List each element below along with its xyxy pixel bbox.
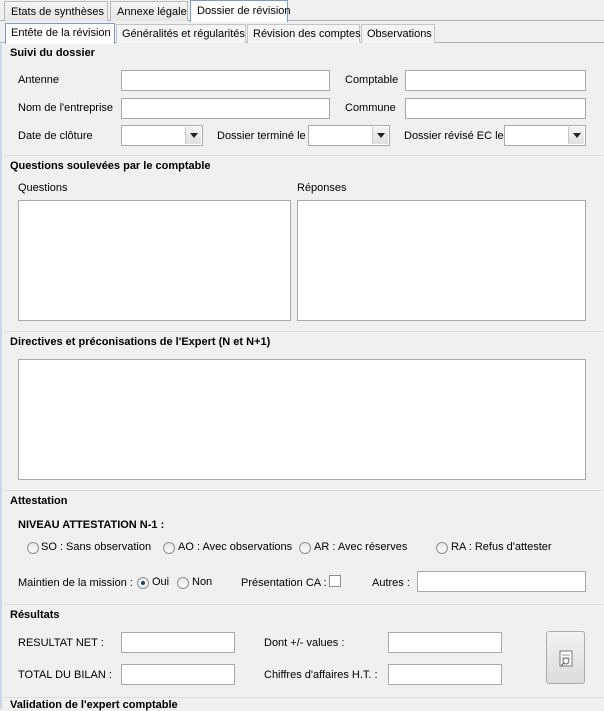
radio-oui-label: Oui: [152, 576, 170, 588]
radio-maintien-non[interactable]: [177, 577, 189, 589]
subtab-observations[interactable]: Observations: [361, 24, 435, 43]
chiffres-affaires-label: Chiffres d'affaires H.T. :: [264, 669, 378, 681]
total-bilan-label: TOTAL DU BILAN :: [18, 669, 112, 681]
autres-label: Autres :: [372, 577, 410, 589]
subtab-revision-comptes[interactable]: Révision des comptes: [247, 24, 360, 43]
commune-input[interactable]: [405, 98, 586, 119]
date-cloture-label: Date de clôture: [18, 130, 93, 142]
comptable-label: Comptable: [345, 74, 399, 86]
left-rule: [0, 44, 2, 709]
tab-etats-syntheses[interactable]: Etats de synthèses: [4, 1, 108, 21]
section-questions-title: Questions soulevées par le comptable: [10, 160, 211, 172]
autres-input[interactable]: [417, 571, 586, 592]
antenne-label: Antenne: [18, 74, 59, 86]
radio-ar[interactable]: [299, 542, 311, 554]
tab-dossier-revision[interactable]: Dossier de révision: [190, 0, 288, 22]
radio-maintien-oui[interactable]: [137, 577, 149, 589]
radio-ao-label: AO : Avec observations: [178, 541, 293, 553]
questions-label: Questions: [18, 182, 68, 194]
section-attestation-title: Attestation: [10, 495, 68, 507]
divider: [4, 331, 602, 332]
reponses-label: Réponses: [297, 182, 347, 194]
questions-textarea[interactable]: [18, 200, 291, 321]
subtab-entete[interactable]: Entête de la révision: [5, 23, 115, 44]
dont-values-input[interactable]: [388, 632, 502, 653]
dossier-termine-label: Dossier terminé le: [217, 130, 306, 142]
presentation-ca-checkbox[interactable]: [329, 575, 341, 587]
report-button[interactable]: [546, 631, 585, 684]
radio-ar-label: AR : Avec réserves: [314, 541, 408, 553]
subtab-generalites[interactable]: Généralités et régularités: [116, 24, 246, 43]
resultat-net-input[interactable]: [121, 632, 235, 653]
divider: [4, 604, 602, 605]
commune-label: Commune: [345, 102, 396, 114]
resultat-net-label: RESULTAT NET :: [18, 637, 104, 649]
chiffres-affaires-input[interactable]: [388, 664, 502, 685]
section-validation-title: Validation de l'expert comptable: [10, 699, 178, 711]
nom-entreprise-input[interactable]: [121, 98, 330, 119]
radio-non-label: Non: [192, 576, 213, 588]
maintien-mission-label: Maintien de la mission :: [18, 577, 133, 589]
radio-ra[interactable]: [436, 542, 448, 554]
directives-textarea[interactable]: [18, 359, 586, 480]
chevron-down-icon[interactable]: [372, 127, 388, 144]
radio-ao[interactable]: [163, 542, 175, 554]
dossier-revise-combo[interactable]: [504, 125, 586, 146]
tab-annexe-legale[interactable]: Annexe légale: [110, 1, 188, 21]
divider: [4, 697, 602, 698]
section-resultats-title: Résultats: [10, 609, 60, 621]
radio-so[interactable]: [27, 542, 39, 554]
reponses-textarea[interactable]: [297, 200, 586, 321]
nom-entreprise-label: Nom de l'entreprise: [18, 102, 114, 114]
presentation-ca-label: Présentation CA :: [241, 577, 327, 589]
radio-so-label: SO : Sans observation: [41, 541, 152, 553]
report-icon: [547, 632, 586, 685]
dossier-revise-label: Dossier révisé EC le: [404, 130, 504, 142]
radio-ra-label: RA : Refus d'attester: [451, 541, 552, 553]
section-suivi-title: Suivi du dossier: [10, 47, 95, 59]
chevron-down-icon[interactable]: [568, 127, 584, 144]
total-bilan-input[interactable]: [121, 664, 235, 685]
comptable-input[interactable]: [405, 70, 586, 91]
divider: [4, 155, 602, 156]
date-cloture-combo[interactable]: [121, 125, 203, 146]
dont-values-label: Dont +/- values :: [264, 637, 345, 649]
divider: [4, 490, 602, 491]
dossier-termine-combo[interactable]: [308, 125, 390, 146]
niveau-attestation-label: NIVEAU ATTESTATION N-1 :: [18, 519, 165, 531]
chevron-down-icon[interactable]: [185, 127, 201, 144]
antenne-input[interactable]: [121, 70, 330, 91]
section-directives-title: Directives et préconisations de l'Expert (N et N+1): [10, 336, 271, 348]
